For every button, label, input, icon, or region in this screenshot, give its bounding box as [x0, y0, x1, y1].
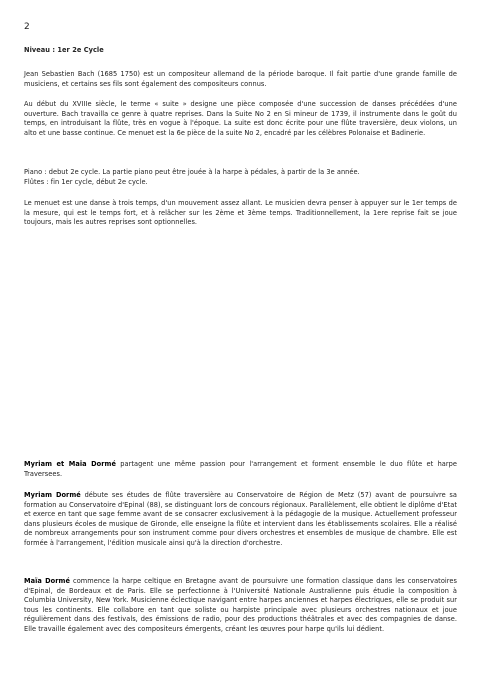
- duo-names: Myriam et Maïa Dormé: [24, 460, 116, 468]
- level-line: [24, 46, 457, 56]
- bio-intro-text: partagent une même passion pour l'arrangement et forment ensemble le duo flûte et harpe Traversees.: [24, 460, 457, 478]
- suite-paragraph: Au début du XVIIIe siècle, le terme « suite » designe une pièce composée d'une succession de danses précédées d'une ouverture. Bach travailla ce genre à quatre reprises. Dans la Suite No 2 en Si mineur de 1739, il instrumente dans le goût du temps, en introduisant la flûte, très en vogue à l'époque. La suite est donc écrite pour une flûte traversière, deux violons, un alto et une basse continue. Ce menuet est la 6e pièce de la suite No 2, encadré par les célèbres Polonaise et Badinerie.: [24, 100, 457, 137]
- page-number: 2: [24, 22, 30, 32]
- bio-intro-paragraph: [24, 460, 457, 479]
- myriam-name: Myriam Dormé: [24, 491, 81, 499]
- maia-name: Maïa Dormé: [24, 577, 70, 585]
- bio-maia-paragraph: [24, 577, 457, 635]
- bio-myriam-text: débute ses études de flûte traversière au Conservatoire de Région de Metz (57) avant de poursuivre sa formation au Conservatoire d'Epinal (88), se distinguant lors de concours régionaux. Parallèlement, elle obtient le diplôme d'Etat et exerce en tant que sage femme avant de se consacrer exclusivement à la pédagogie de la musique. Actuellement professeur dans plusieurs écoles de musique de Gironde, elle enseigne la flûte et intervient dans les établissements scolaires. Elle a réalisé de nombreux arrangements pour son instrument comme pour divers orchestres et ensembles de musique de chambre. Elle est formée à l'arrangement, l'édition musicale ainsi qu'à la direction d'orchestre.: [24, 491, 458, 547]
- levels-flutes: Flûtes : fin 1er cycle, début 2e cycle.: [24, 177, 148, 186]
- levels-piano: Piano : debut 2e cycle. La partie piano peut être jouée à la harpe à pédales, à partir de la 3e année.: [24, 168, 360, 176]
- bio-maia-text: commence la harpe celtique en Bretagne avant de poursuivre une formation classique dans les conservatoires d'Epinal, de Bordeaux et de Paris. Elle se perfectionne à l'Université Nationale Australienne puis étudie la composition à Columbia University, New York. Musicienne éclectique navigant entre harpes anciennes et harpes électriques, elle se produit sur tous les continents. Elle collabore en tant que soliste ou harpiste principale avec plusieurs orchestres nationaux et joue régulièrement dans des festivals, des émissions de radio, pour des productions théâtrales et avec des compagnies de danse. Elle travaille également avec des compositeurs émergents, créant les œuvres pour harpe qu'ils lui dédient.: [24, 577, 457, 633]
- level-value: 1er 2e Cycle: [57, 46, 104, 54]
- level-label: Niveau :: [24, 46, 56, 54]
- menuet-paragraph: Le menuet est une danse à trois temps, d'un mouvement assez allant. Le musicien devra penser à appuyer sur le 1er temps de la mesure, qui est le temps fort, et à relâcher sur les 2ème et 3ème temps. Traditionnellement, la 1ere reprise fait se joue toujours, mais les autres reprises sont optionnelles.: [24, 199, 457, 227]
- levels-paragraph: [24, 168, 457, 187]
- intro-paragraph: Jean Sebastien Bach (1685 1750) est un compositeur allemand de la période baroque. Il fait partie d'une grande famille de musiciens, et certains ses fils sont également des compositeurs connus.: [24, 70, 457, 88]
- bio-myriam-paragraph: [24, 491, 457, 549]
